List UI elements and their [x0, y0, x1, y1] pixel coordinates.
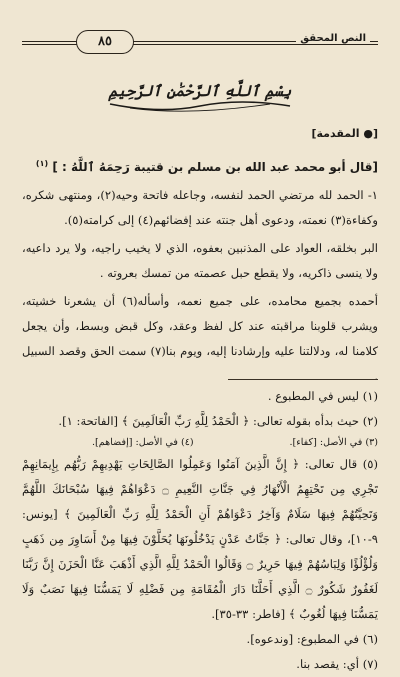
author-line-text: [قال أبو محمد عبد الله بن مسلم بن قتيبة رَحِمَهُ ٱللَّهُ : ]: [52, 160, 378, 174]
footnote-4: (٤) في الأصل: [إفضاهم].: [92, 437, 194, 448]
footnote-7: (٧) أي: يقصد بنا.: [296, 657, 378, 672]
basmala-ornament: [100, 78, 300, 116]
footnote-separator: [228, 379, 378, 380]
page-header: [22, 30, 378, 54]
paragraph-2: البر بخلقه، العواد على المذنبين بعفوه، الذي لا يخيب راجيه، ولا يرد داعيه، ولا ينسى ذاكريه، ولا يقطع حبل عصمته من تمسك بعروته .: [22, 241, 378, 280]
paragraph-3: أحمده بجميع محامده، على جميع نعمه، وأسأله(٦) أن يشعرنا خشيته، ويشرب قلوبنا مراقبته عند كل لفظ وعقد، وكل قبض وبسط، وأن يجعل كلامنا له، ودلالتنا عليه وإرشادنا إليه، ويوم بنا(٧) سمت الحق وقصد السبيل .: [22, 294, 378, 383]
basmala: بِسْمِ ٱللَّهِ ٱلرَّحْمَٰنِ ٱلرَّحِيمِ: [108, 82, 292, 100]
author-footnote-ref: (١): [35, 159, 49, 168]
footnote-6: (٦) في المطبوع: [وندعوه].: [246, 632, 378, 647]
footnote-1: (١) ليس في المطبوع .: [267, 389, 378, 403]
page-number: ٨٥: [76, 30, 134, 54]
footnote-5: (٥) قال تعالى: ﴿ إِنَّ الَّذِينَ آمَنُوا وَعَمِلُوا الصَّالِحَاتِ يَهْدِيهِمْ رَبُّهُم بِإِيمَانِهِمْ تَجْرِي مِن تَحْتِهِمُ الْأَنْهَارُ فِي جَنَّاتِ النَّعِيمِ ۝ دَعْوَاهُمْ فِيهَا سُبْحَانَكَ اللَّهُمَّ وَتَحِيَّتُهُمْ فِيهَا سَلَامٌ وَآخِرُ دَعْوَاهُمْ أَنِ الْحَمْدُ لِلَّهِ رَبِّ الْعَالَمِينَ ﴾ [يونس: ٩-١٠]، وقال تعالى: ﴿ جَنَّاتُ عَدْنٍ يَدْخُلُونَهَا يُحَلَّوْنَ فِيهَا مِنْ أَسَاوِرَ مِن ذَهَبٍ وَلُؤْلُؤًا وَلِبَاسُهُمْ فِيهَا حَرِيرٌ ۝ وَقَالُوا الْحَمْدُ لِلَّهِ الَّذِي أَذْهَبَ عَنَّا الْحَزَنَ إِنَّ رَبَّنَا لَغَفُورٌ شَكُورٌ ۝ الَّذِي أَحَلَّنَا دَارَ الْمُقَامَةِ مِن فَضْلِهِ لَا يَمَسُّنَا فِيهَا نَصَبٌ وَلَا يَمَسُّنَا فِيهَا لُغُوبٌ ﴾ [فاطر: ٣٣-٣٥].: [22, 457, 378, 622]
main-text: [22, 124, 378, 389]
section-heading: [● المقدمة]: [311, 127, 378, 140]
author-line: [22, 152, 378, 179]
paragraph-1: ١- الحمد لله مرتضي الحمد لنفسه، وجاعله فاتحة وحيه(٢)، ومنتهى شكره، وكفاءة(٣) نعمته، ودعوى أهل جنته عند إفضائهم(٤) إلى كرامته(٥).: [22, 188, 378, 227]
footnote-3: (٣) في الأصل: [كفاء].: [289, 437, 378, 448]
running-title: النص المحقق: [296, 33, 370, 44]
footnote-row-3-4: [22, 434, 378, 452]
basmala-flourish-icon: [100, 98, 300, 114]
footnotes: [22, 384, 378, 677]
footnote-2: (٢) حيث بدأه بقوله تعالى: ﴿ الْحَمْدُ لِلَّهِ رَبِّ الْعَالَمِينَ ﴾ [الفاتحة: ١].: [58, 414, 378, 428]
